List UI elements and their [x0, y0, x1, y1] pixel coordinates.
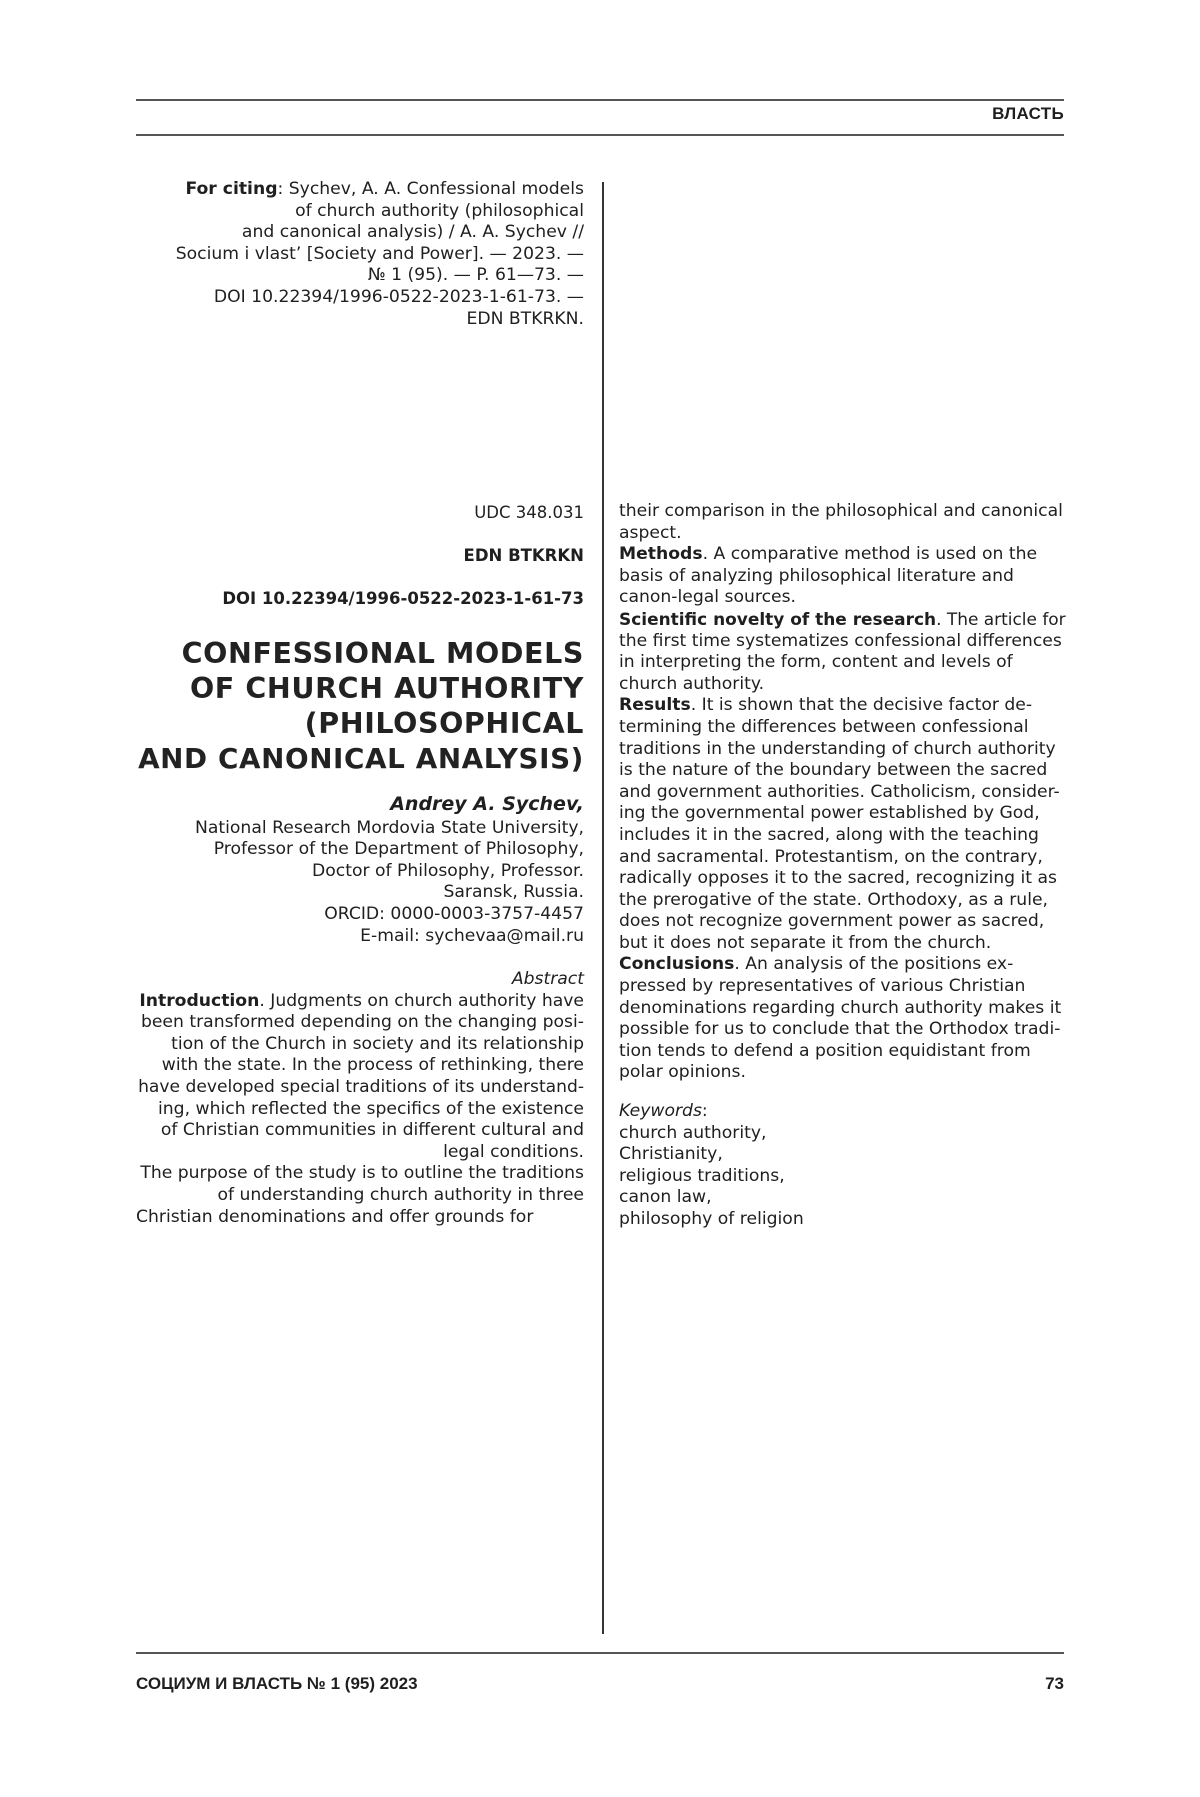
- methods-line: basis of analyzing philosophical literature and: [619, 566, 1068, 588]
- purpose-line: of understanding church authority in three: [136, 1185, 584, 1207]
- results-line: and sacramental. Protestantism, on the contrary,: [619, 847, 1068, 869]
- introduction-label: Introduction: [139, 991, 259, 1011]
- methods-line: Methods. A comparative method is used on the: [619, 544, 1068, 566]
- author-location: Saransk, Russia.: [136, 882, 584, 904]
- citation-line: For citing: Sychev, A. A. Confessional models: [136, 179, 584, 201]
- conclusions-line: possible for us to conclude that the Orthodox tradi-: [619, 1019, 1068, 1041]
- conclusions-line: Conclusions. An analysis of the positions ex-: [619, 954, 1068, 976]
- title-line: (PHILOSOPHICAL: [136, 706, 584, 741]
- citation-line: of church authority (philosophical: [136, 201, 584, 223]
- footer-rule: [136, 1652, 1064, 1654]
- abstract-line: Introduction. Judgments on church authority have: [136, 991, 584, 1013]
- abstract-heading: Abstract: [136, 969, 584, 991]
- author-email: E-mail: sychevaa@mail.ru: [136, 926, 584, 948]
- page-number: 73: [1045, 1674, 1064, 1694]
- keyword-item: philosophy of religion: [619, 1209, 1068, 1231]
- keyword-item: church authority,: [619, 1123, 1068, 1145]
- methods-label: Methods: [619, 544, 703, 564]
- keyword-item: religious traditions,: [619, 1166, 1068, 1188]
- citation-label: For citing: [185, 179, 277, 199]
- novelty-line: church authority.: [619, 674, 1068, 696]
- journal-name: СОЦИУМ И ВЛАСТЬ № 1 (95) 2023: [136, 1674, 418, 1694]
- results-line: traditions in the understanding of church authority: [619, 739, 1068, 761]
- abstract-line: with the state. In the process of rethinking, there: [136, 1055, 584, 1077]
- results-line: does not recognize government power as sacred,: [619, 911, 1068, 933]
- citation-line: EDN BTKRKN.: [136, 309, 584, 331]
- title-line: CONFESSIONAL MODELS: [136, 636, 584, 671]
- citation-line: DOI 10.22394/1996-0522-2023-1-61-73. —: [136, 287, 584, 309]
- results-line: the prerogative of the state. Orthodoxy, as a rule,: [619, 890, 1068, 912]
- results-label: Results: [619, 695, 691, 715]
- conclusions-line: polar opinions.: [619, 1062, 1068, 1084]
- author-block: [136, 794, 584, 947]
- citation-line: Socium i vlast’ [Society and Power]. — 2023. —: [136, 244, 584, 266]
- citation-line: and canonical analysis) / A. A. Sychev //: [136, 222, 584, 244]
- purpose-line: Christian denominations and offer grounds for: [136, 1207, 584, 1229]
- author-affiliation: National Research Mordovia State University,: [136, 818, 584, 840]
- results-line: termining the differences between confessional: [619, 717, 1068, 739]
- novelty-line: Scientific novelty of the research. The article for: [619, 609, 1068, 631]
- results-line: ing the governmental power established by God,: [619, 803, 1068, 825]
- purpose-line: The purpose of the study is to outline the traditions: [136, 1163, 584, 1185]
- abstract-left: [136, 969, 584, 1228]
- keywords-block: [619, 1101, 1068, 1231]
- abstract-line: have developed special traditions of its understand-: [136, 1077, 584, 1099]
- citation-block: [136, 179, 584, 330]
- abstract-line: legal conditions.: [136, 1142, 584, 1164]
- results-line: and government authorities. Catholicism, consider-: [619, 782, 1068, 804]
- header-bottom-rule: [136, 134, 1064, 136]
- conclusions-line: tion tends to defend a position equidistant from: [619, 1041, 1068, 1063]
- column-divider: [602, 182, 604, 1634]
- abstract-line: ing, which reflected the specifics of the existence: [136, 1099, 584, 1121]
- keyword-item: canon law,: [619, 1187, 1068, 1209]
- author-position: Professor of the Department of Philosophy,: [136, 839, 584, 861]
- abstract-line: their comparison in the philosophical and canonical: [619, 501, 1068, 523]
- abstract-line: tion of the Church in society and its relationship: [136, 1034, 584, 1056]
- article-title: [136, 636, 584, 776]
- results-line: but it does not separate it from the church.: [619, 933, 1068, 955]
- keyword-item: Christianity,: [619, 1144, 1068, 1166]
- author-degree: Doctor of Philosophy, Professor.: [136, 861, 584, 883]
- abstract-line: of Christian communities in different cultural and: [136, 1120, 584, 1142]
- novelty-label: Scientific novelty of the research: [619, 609, 936, 629]
- abstract-line: been transformed depending on the changing posi-: [136, 1012, 584, 1034]
- novelty-line: in interpreting the form, content and levels of: [619, 652, 1068, 674]
- header-top-rule: [136, 99, 1064, 101]
- results-line: radically opposes it to the sacred, recognizing it as: [619, 868, 1068, 890]
- methods-line: canon-legal sources.: [619, 587, 1068, 609]
- conclusions-line: pressed by representatives of various Christian: [619, 976, 1068, 998]
- author-name: Andrey A. Sychev,: [136, 794, 584, 816]
- conclusions-label: Conclusions: [619, 954, 734, 974]
- udc-code: UDC 348.031: [136, 502, 584, 524]
- citation-line: № 1 (95). — P. 61—73. —: [136, 265, 584, 287]
- results-line: is the nature of the boundary between the sacred: [619, 760, 1068, 782]
- results-line: Results. It is shown that the decisive factor de-: [619, 695, 1068, 717]
- novelty-line: the first time systematizes confessional differences: [619, 631, 1068, 653]
- keywords-heading: Keywords:: [619, 1101, 1068, 1123]
- author-orcid: ORCID: 0000-0003-3757-4457: [136, 904, 584, 926]
- edn-code: EDN BTKRKN: [136, 545, 584, 567]
- title-line: OF CHURCH AUTHORITY: [136, 671, 584, 706]
- abstract-right: [619, 501, 1068, 1084]
- section-title: ВЛАСТЬ: [992, 104, 1064, 124]
- results-line: includes it in the sacred, along with the teaching: [619, 825, 1068, 847]
- doi-code: DOI 10.22394/1996-0522-2023-1-61-73: [136, 588, 584, 610]
- title-line: AND CANONICAL ANALYSIS): [136, 741, 584, 776]
- abstract-line: aspect.: [619, 523, 1068, 545]
- conclusions-line: denominations regarding church authority makes it: [619, 998, 1068, 1020]
